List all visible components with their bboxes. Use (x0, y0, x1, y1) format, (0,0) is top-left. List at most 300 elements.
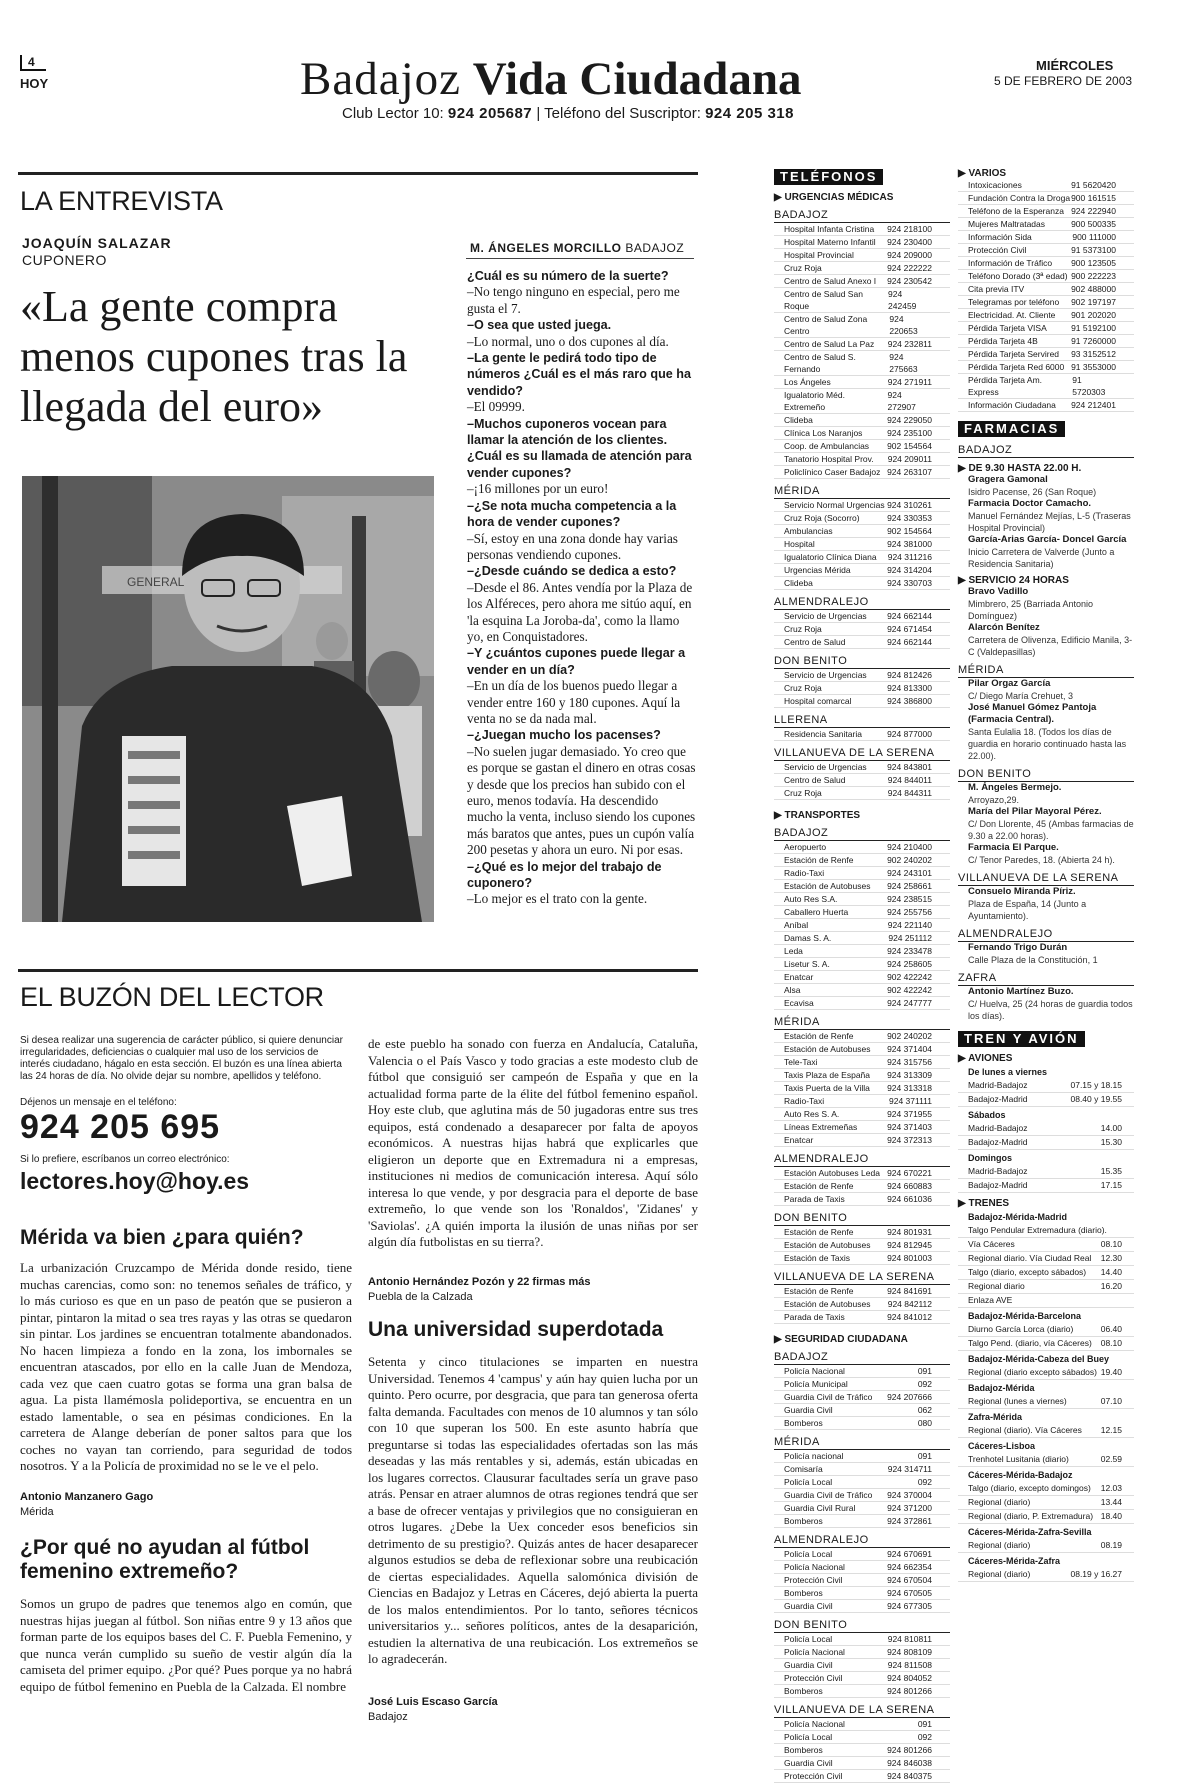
phone-row-number: 924 812945 (887, 1240, 932, 1250)
phone-row-label: Servicio de Urgencias (784, 762, 867, 772)
phone-row-number: 902 154564 (887, 526, 932, 536)
phone-row-number: 924 381000 (887, 539, 932, 549)
phone-row-number: 924 844311 (887, 788, 932, 798)
phone-row (774, 1770, 950, 1783)
club-label: Club Lector 10: (342, 105, 444, 122)
triangle-icon: ▶ (774, 1334, 785, 1345)
phone-row-number: 924 370004 (887, 1490, 932, 1500)
flight-route: Madrid-Badajoz (968, 1166, 1028, 1176)
phone-row (774, 1239, 950, 1252)
phone-row-label: Centro de Salud S. Fernando (784, 352, 856, 374)
letter-title: Mérida va bien ¿para quién? (20, 1226, 304, 1249)
phone-row-label: Estación de Renfe (784, 1181, 854, 1191)
phone-row (774, 761, 950, 774)
phone-row (774, 1404, 950, 1417)
farmacia-schedule (958, 463, 1134, 474)
phone-row (774, 1069, 950, 1082)
varios-heading-label: VARIOS (968, 168, 1007, 179)
byline-author: M. ÁNGELES MORCILLO (470, 241, 622, 255)
phone-row-label: Estación de Autobuses (784, 1044, 871, 1054)
answer: –No tengo ninguno en especial, pero me gusta el 7. (467, 284, 680, 316)
phone-row-label: Guardia Civil de Tráfico (784, 1392, 873, 1402)
phone-row-label: Policía Nacional (784, 1719, 845, 1729)
phone-row (774, 427, 950, 440)
phone-row-number: 924 671454 (887, 624, 932, 634)
phone-row-number: 924 804052 (887, 1673, 932, 1683)
phone-row (774, 262, 950, 275)
train-row (958, 1252, 1134, 1266)
answer: –¡16 millones por un euro! (467, 481, 609, 497)
flight-route: Badajoz-Madrid (968, 1180, 1028, 1190)
pharmacy-address: C/ Huelva, 25 (24 horas de guardia todos los días). (968, 999, 1133, 1021)
train-route: Cáceres-Mérida-Zafra (968, 1556, 1061, 1566)
phone-row (774, 932, 950, 945)
phone-row (774, 1489, 950, 1502)
phone-row-label: Guardia Civil (784, 1601, 833, 1611)
phone-row-label: Taxis Plaza de España (784, 1070, 870, 1080)
subscriber-phone: 924 205 318 (705, 105, 794, 122)
phone-row-number: 924 209011 (887, 454, 932, 464)
phone-row-label: Protección Civil (968, 245, 1027, 255)
phone-row-number: 924 371403 (887, 1122, 932, 1132)
phone-row (774, 1226, 950, 1239)
phone-row (774, 1561, 950, 1574)
phone-row-number: 924 212401 (1071, 400, 1116, 410)
phone-row-label: Policía Local (784, 1732, 833, 1742)
phone-row-label: Los Ángeles (784, 377, 831, 387)
phone-row-label: Policía Nacional (784, 1647, 845, 1657)
varios-list (958, 179, 1134, 412)
phone-row (774, 236, 950, 249)
phone-row-number: 924 330703 (887, 578, 932, 588)
phone-row-number: 924 238515 (887, 894, 932, 904)
flight-row (958, 1165, 1134, 1179)
aviones-list (958, 1066, 1134, 1193)
phone-row (774, 1450, 950, 1463)
phone-row-label: Policlínico Caser Badajoz (784, 467, 881, 477)
phone-row-label: Guardia Civil (784, 1660, 833, 1670)
phone-row-label: Centro de Salud San Roque (784, 289, 863, 311)
pharmacy-address: C/ Don Llorente, 45 (Ambas farmacias de 9.30 a 22.00 horas). (968, 819, 1134, 841)
train-service: Diurno García Lorca (diario) (968, 1324, 1074, 1334)
flight-route: Badajoz-Madrid (968, 1094, 1028, 1104)
buzon-email[interactable]: lectores.hoy@hoy.es (20, 1168, 250, 1194)
answer: –En un día de los buenos puedo llegar a vender entre 160 y 180 cupones. Aquí la venta no se da nada mal. (467, 678, 681, 726)
phone-row (774, 1391, 950, 1404)
byline-city: BADAJOZ (625, 241, 685, 255)
phone-row-label: Damas S. A. (784, 933, 832, 943)
phone-row-number: 924 801266 (887, 1745, 932, 1755)
phone-row (774, 906, 950, 919)
phone-row-label: Centro de Salud La Paz (784, 339, 875, 349)
phone-row-number: 092 (917, 1379, 932, 1389)
phone-row-number: 924 811508 (887, 1660, 932, 1670)
phone-row-number: 924 210400 (887, 842, 932, 852)
phone-row-number: 924 844011 (887, 775, 932, 785)
letter-title: Una universidad superdotada (368, 1318, 664, 1341)
train-service: Vía Cáceres (968, 1239, 1015, 1249)
weekday: MIÉRCOLES (1036, 58, 1114, 73)
train-time: 08.19 (1100, 1540, 1122, 1550)
phone-row-label: Guardia Civil (784, 1758, 833, 1768)
phone-row-number: 902 240202 (887, 855, 932, 865)
masthead (300, 52, 801, 106)
phone-row (774, 275, 950, 288)
pharmacy-address: Arroyazo,29. (968, 795, 1020, 805)
phone-row-number: 924 275663 (889, 352, 918, 374)
train-time: 12.30 (1100, 1253, 1122, 1263)
phone-row-number: 902 422242 (887, 985, 932, 995)
train-time: 07.10 (1100, 1396, 1122, 1406)
phone-row-label: Enatcar (784, 972, 814, 982)
phone-row (774, 440, 950, 453)
train-route: Cáceres-Mérida-Zafra-Sevilla (968, 1527, 1092, 1537)
buzon-intro: Si desea realizar una sugerencia de carácter público, si quiere denunciar irregularidades, deficiencias o cualquier mal uso de los servicios de interés ciudadano, hágalo en esta sección. El buzón es una línea abierta las 24 horas de día. No olvide dejar su nombre, apellidos y teléfono. (20, 1035, 343, 1082)
triangle-icon: ▶ (774, 810, 785, 821)
byline (470, 241, 684, 255)
city-heading: LLERENA (774, 714, 950, 728)
phone-row-number: 901 202020 (1071, 310, 1116, 320)
phone-row-number: 924 230542 (887, 276, 932, 286)
phone-row (774, 1515, 950, 1528)
train-time: 02.59 (1100, 1454, 1122, 1464)
train-row (958, 1337, 1134, 1351)
phone-row-number: 91 5620420 (1071, 180, 1116, 190)
phone-row-number: 924 801931 (887, 1227, 932, 1237)
question: ¿Cuál es su número de la suerte? (467, 269, 669, 283)
question: –¿Qué es lo mejor del trabajo de cuponero? (467, 859, 662, 891)
phone-row-number: 924 232811 (887, 339, 932, 349)
answer: –Sí, estoy en una zona donde hay varias personas vendiendo cupones. (467, 530, 678, 562)
phone-row-number: 924 877000 (887, 729, 932, 739)
pharmacy-address: Isidro Pacense, 26 (San Roque) (968, 487, 1097, 497)
phone-row-label: Bomberos (784, 1418, 823, 1428)
phone-row-label: Pérdida Tarjeta Red 6000 (968, 362, 1065, 372)
phone-row-number: 924 841012 (887, 1312, 932, 1322)
phone-row (774, 376, 950, 389)
phone-row (958, 309, 1134, 322)
answer: –Desde el 86. Antes vendía por la Plaza de los Alféreces, pero ahora me sitúo aquí, en 'la esquina La Joroba-da', como la llamo yo, en Conquistadores. (467, 579, 693, 644)
phone-row-label: Clínica Los Naranjos (784, 428, 863, 438)
phone-row (958, 296, 1134, 309)
farmacias-header (958, 420, 1134, 438)
city-heading: MÉRIDA (958, 664, 1134, 678)
phone-row-number: 924 371404 (887, 1044, 932, 1054)
phone-row (774, 893, 950, 906)
phone-row (958, 179, 1134, 192)
city-heading: ALMENDRALEJO (774, 1534, 950, 1548)
pharmacy-name: Gragera Gamonal (968, 474, 1048, 485)
phone-row-label: Centro de Salud (784, 775, 846, 785)
phone-row (774, 1134, 950, 1147)
phone-row-label: Centro de Salud Zona Centro (784, 314, 868, 336)
phone-row-label: Protección Civil (784, 1673, 843, 1683)
phone-row-number: 902 422242 (887, 972, 932, 982)
triangle-icon: ▶ (958, 575, 969, 586)
phone-row-label: Pérdida Tarjeta 4B (968, 336, 1038, 346)
flight-route: Madrid-Badajoz (968, 1123, 1028, 1133)
phone-row-label: Cruz Roja (Socorro) (784, 513, 860, 523)
phone-label: Déjenos un mensaje en el teléfono: (20, 1097, 177, 1108)
pharmacy-address: Santa Eulalia 18. (Todos los días de guardia en horario continuado hasta las 22.00). (968, 727, 1127, 761)
train-time: 08.19 y 16.27 (1070, 1569, 1122, 1579)
phone-row-number: 924 330353 (887, 513, 932, 523)
flight-day: Domingos (968, 1153, 1012, 1163)
phone-row-number: 924 313318 (887, 1083, 932, 1093)
city-heading: VILLANUEVA DE LA SERENA (774, 1271, 950, 1285)
triangle-icon: ▶ (958, 1053, 969, 1064)
phone-row (774, 525, 950, 538)
phone-row-label: Guardia Civil Rural (784, 1503, 856, 1513)
train-service: Talgo (diario, excepto sábados) (968, 1267, 1087, 1277)
phone-row-label: Hospital Provincial (784, 250, 854, 260)
phone-row-label: Policía Nacional (784, 1366, 845, 1376)
letter-signature: Antonio Hernández Pozón y 22 firmas más (368, 1276, 591, 1288)
phone-row-label: Cruz Roja (784, 624, 822, 634)
train-route: Badajoz-Mérida (968, 1383, 1035, 1393)
phone-row (774, 997, 950, 1010)
phone-row-label: Estación de Renfe (784, 1286, 854, 1296)
pharmacy-name: Farmacia Doctor Camacho. (968, 498, 1092, 509)
club-line (342, 105, 794, 122)
flight-day: Sábados (968, 1110, 1006, 1120)
train-route: Zafra-Mérida (968, 1412, 1023, 1422)
flight-row (958, 1079, 1134, 1093)
train-row (958, 1280, 1134, 1294)
section-rule (18, 172, 698, 175)
sign-text: GENERAL (127, 575, 185, 589)
phone-row-number: 092 (917, 1732, 932, 1742)
triangle-icon: ▶ (774, 192, 785, 203)
phone-row-number: 924 670691 (887, 1549, 932, 1559)
phone-row-number: 924 801003 (887, 1253, 932, 1263)
phone-row-label: Enatcar (784, 1135, 814, 1145)
phone-row (774, 1731, 950, 1744)
phone-row (774, 610, 950, 623)
trenes-heading-label: TRENES (968, 1198, 1010, 1209)
train-row (958, 1366, 1134, 1380)
trenes-heading (958, 1198, 1134, 1209)
phone-row-label: Comisaría (784, 1464, 823, 1474)
email-label: Si lo prefiere, escríbanos un correo electrónico: (20, 1154, 230, 1165)
phone-row-number: 93 3152512 (1071, 349, 1116, 359)
letter-title: ¿Por qué no ayudan al fútbol femenino extremeño? (20, 1536, 310, 1583)
pharmacy-address: Inicio Carretera de Valverde (Junto a Residencia Sanitaria) (968, 547, 1115, 569)
phone-row-label: Fundación Contra la Droga (968, 193, 1071, 203)
phone-row (774, 1043, 950, 1056)
train-row (958, 1224, 1134, 1238)
trenes-list (958, 1211, 1134, 1582)
phone-row (774, 774, 950, 787)
phone-row-label: Radio-Taxi (784, 868, 825, 878)
city-heading: VILLANUEVA DE LA SERENA (774, 1704, 950, 1718)
phone-row (774, 1633, 950, 1646)
answer: –No suelen jugar demasiado. Yo creo que es porque se gastan el dinero en otras cosas y desde que los precios han subido con el euro, menos todavía. Ha descendido mucho la venta, incluso siendo los cupones más baratos que antes, pues un cupón valía 200 pesetas y ahora un euro. Ni por esas. (467, 743, 696, 858)
varios-heading (958, 168, 1134, 179)
flight-row (958, 1122, 1134, 1136)
train-time: 18.40 (1100, 1511, 1122, 1521)
phone-row-number: 924 840375 (887, 1771, 932, 1781)
flight-time: 08.40 y 19.55 (1070, 1094, 1122, 1104)
train-row (958, 1323, 1134, 1337)
train-service: Regional (diario). Vía Cáceres (968, 1425, 1082, 1435)
pharmacy-address: Manuel Fernández Mejías, L-5 (Traseras Hospital Provincial) (968, 511, 1131, 533)
phone-row-label: Igualatorio Clínica Diana (784, 552, 877, 562)
phone-row-label: Servicio de Urgencias (784, 670, 867, 680)
train-route: Cáceres-Mérida-Badajoz (968, 1470, 1073, 1480)
phone-row (774, 1121, 950, 1134)
phone-row-label: Parada de Taxis (784, 1312, 845, 1322)
phone-row-number: 924 372313 (887, 1135, 932, 1145)
question: –La gente le pedirá todo tipo de números ¿Cuál es el más raro que ha vendido? (467, 351, 691, 398)
phone-row-number: 924 314711 (887, 1464, 932, 1474)
train-service: Regional (diario) (968, 1497, 1031, 1507)
phone-row-label: Estación de Renfe (784, 1031, 854, 1041)
phone-row-label: Electricidad. At. Cliente (968, 310, 1056, 320)
phone-row-label: Policía Local (784, 1477, 833, 1487)
letter-body-continued: de este pueblo ha sonado con fuerza en Andalucía, Cataluña, Valencia o el País Vasco y todo gracias a este modesto club de fútbol que consiguió ser campeón de España y que en la actualidad forma parte de la élite del fútbol femenino español. Hoy este club, que aglutina más de 50 jugadoras entre sus tres equipos, está condenado a desaparecer por falta de apoyos económicos. A nuestras hijas habrá que explicarles que eligieron un deporte que en Extremadura ni a empresas, instituciones ni medios de comunicación interesa. Aquí sólo interesa lo que vende, y por desgracia para el deporte de base extremeño, lo que vende son los 'Ronaldos', 'Zidanes' y 'Saviolas'. ¿A quién importa la ilusión de unas niñas por ser algún día futbolistas en su tierra?. (368, 1036, 698, 1249)
phone-row-label: Bomberos (784, 1686, 823, 1696)
phone-row (958, 244, 1134, 257)
flight-row (958, 1179, 1134, 1193)
phone-row (774, 1056, 950, 1069)
train-time: 16.20 (1100, 1281, 1122, 1291)
phone-row (774, 1378, 950, 1391)
phone-row-number: 924 371111 (888, 1096, 932, 1106)
phone-row (774, 1095, 950, 1108)
phone-row (958, 270, 1134, 283)
phone-row (774, 538, 950, 551)
phone-row (774, 841, 950, 854)
question: –¿Juegan mucho los pacenses? (467, 728, 661, 743)
phone-row (958, 257, 1134, 270)
farmacias-title: FARMACIAS (958, 421, 1065, 437)
club-phone: 924 205687 (447, 105, 533, 122)
phone-row (774, 1030, 950, 1043)
train-time (1122, 1224, 1134, 1237)
phone-row-label: Información Sida (968, 232, 1032, 242)
phone-row-label: Policía Local (784, 1634, 833, 1644)
city-heading: ALMENDRALEJO (774, 596, 950, 610)
phone-row (774, 1574, 950, 1587)
tren-avion-title: TREN Y AVIÓN (958, 1031, 1085, 1047)
phone-row (774, 880, 950, 893)
group-heading-label: TRANSPORTES (784, 810, 861, 821)
city-heading: VILLANUEVA DE LA SERENA (774, 747, 950, 761)
phone-row (774, 1463, 950, 1476)
train-route: Badajoz-Mérida-Madrid (968, 1212, 1068, 1222)
city-heading: DON BENITO (958, 768, 1134, 782)
city-heading: BADAJOZ (958, 444, 1134, 458)
city-heading: ALMENDRALEJO (958, 928, 1134, 942)
phone-row-number: 924 209000 (887, 250, 932, 260)
phone-row-number: 091 (917, 1366, 932, 1376)
phone-row-label: Estación de Renfe (784, 1227, 854, 1237)
letter-place: Mérida (20, 1506, 54, 1518)
phone-row-number: 924 662144 (887, 637, 932, 647)
phone-row-number: 900 123505 (1071, 258, 1116, 268)
phone-row-number: 924 846038 (887, 1758, 932, 1768)
farmacias-list (958, 444, 1134, 1022)
phone-row (774, 1311, 950, 1324)
phone-row (958, 399, 1134, 412)
city-heading: MÉRIDA (774, 1436, 950, 1450)
phone-row (774, 958, 950, 971)
phone-row (774, 695, 950, 708)
phone-row (774, 1082, 950, 1095)
group-heading-label: URGENCIAS MÉDICAS (784, 192, 894, 203)
phone-row-label: Aeropuerto (784, 842, 827, 852)
phone-row (774, 945, 950, 958)
phone-row-label: Clideba (784, 415, 813, 425)
phone-row-number: 900 161515 (1071, 193, 1116, 203)
phone-row-number: 924 662354 (887, 1562, 932, 1572)
flight-row (958, 1093, 1134, 1107)
phone-row-label: Clideba (784, 578, 813, 588)
phone-row-number: 924 243101 (887, 868, 932, 878)
pharmacy-address: Mimbrero, 25 (Barriada Antonio Domínguez) (968, 599, 1094, 621)
train-row (958, 1539, 1134, 1553)
group-heading-label: SEGURIDAD CIUDADANA (784, 1334, 908, 1345)
phone-row-label: Hospital comarcal (784, 696, 852, 706)
phone-row-label: Información de Tráfico (968, 258, 1053, 268)
headline: «La gente compra menos cupones tras la llegada del euro» (20, 282, 408, 431)
train-service: Talgo Pendular Extremadura (diario). (968, 1225, 1107, 1235)
phone-row-number: 924 222940 (1071, 206, 1116, 216)
phone-row-number: 900 500335 (1071, 219, 1116, 229)
phone-row (774, 499, 950, 512)
phone-row-number: 924 222222 (887, 263, 932, 273)
letter-body: La urbanización Cruzcampo de Mérida donde resido, tiene muchas carencias, como son: no tenemos señales de tráfico, y lo más curioso es que en un paso de peatón que se pusieron a pintar, pintaron la mitad o sea tres rayas y las otras se quedaron sin pintar. Los jardines se encuentran totalmente abandonados. No hacen limpieza a fondo en la zona, los imbornales se encuentran atascados, por ello en la calle Juan de Mendoza, cada vez que caen cuatro gotas se forma una gran balsa de agua. La pista llamémosla polideportiva, se encuentra en un estado lamentable, o sea en pésimas condiciones. En la carretera de Alange deberían de poner saltos para que los coches no vayan tan corriendo, para seguridad de todos nosotros. Y a la Policía de proximidad no se le ve el pelo. (20, 1260, 352, 1473)
phone-row-label: Estación de Autobuses (784, 881, 871, 891)
phone-row-number: 902 488000 (1071, 284, 1116, 294)
phone-row-number: 900 222223 (1071, 271, 1116, 281)
phone-row (774, 1298, 950, 1311)
phone-row (774, 1600, 950, 1613)
phone-row-number: 924 263107 (887, 467, 932, 477)
phone-row-label: Protección Civil (784, 1575, 843, 1585)
train-time: 06.40 (1100, 1324, 1122, 1334)
section-title: LA ENTREVISTA (20, 186, 223, 216)
train-route: Cáceres-Lisboa (968, 1441, 1036, 1451)
phone-row-label: Bomberos (784, 1588, 823, 1598)
phone-row-number: 924 247777 (887, 998, 932, 1008)
phone-row (958, 361, 1134, 374)
group-heading (774, 1334, 950, 1345)
phone-row-label: Policía Nacional (784, 1562, 845, 1572)
phone-row-number: 924 313309 (887, 1070, 932, 1080)
phone-row-number: 91 5720303 (1072, 375, 1106, 397)
train-row (958, 1510, 1134, 1524)
phone-row-label: Hospital Infanta Cristina (784, 224, 875, 234)
phone-row-number: 924 662144 (887, 611, 932, 621)
flight-time: 15.35 (1100, 1166, 1122, 1176)
train-route: Badajoz-Mérida-Cabeza del Buey (968, 1354, 1110, 1364)
phone-row (774, 313, 950, 338)
phone-row-number: 91 7260000 (1071, 336, 1116, 346)
phone-row-label: Aníbal (784, 920, 809, 930)
phone-row-number: 924 310261 (887, 500, 932, 510)
phone-row-label: Ambulancias (784, 526, 833, 536)
phone-row-number: 924 810811 (887, 1634, 932, 1644)
interview-qa (467, 268, 697, 908)
phone-row (774, 636, 950, 649)
letter-signature: José Luis Escaso García (368, 1696, 498, 1708)
phone-row-label: Tele-Taxi (784, 1057, 818, 1067)
phone-row-number: 924 233478 (887, 946, 932, 956)
letter-place: Puebla de la Calzada (368, 1291, 473, 1303)
pharmacy-name: Pilar Orgaz García (968, 678, 1051, 689)
